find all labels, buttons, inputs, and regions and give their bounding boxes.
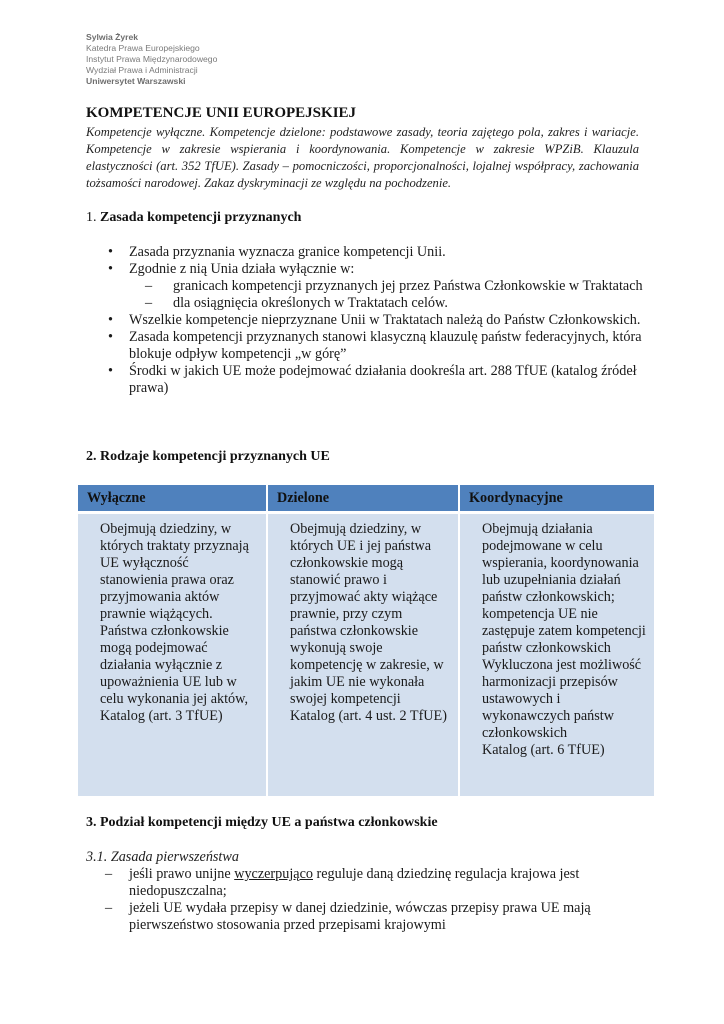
section-1-heading — [86, 210, 301, 226]
competences-table — [78, 485, 654, 796]
column-header-exclusive: Wyłączne — [78, 485, 268, 514]
sub-list-item-text: granicach kompetencji przyznanych jej przez Państwa Członkowskie w Traktatach — [173, 278, 643, 294]
dash-icon: – — [105, 900, 113, 916]
table-row — [78, 514, 654, 796]
header-line-institute: Instytut Prawa Międzynarodowego — [86, 54, 218, 64]
list-item — [108, 244, 648, 261]
bullet-icon: • — [108, 261, 113, 277]
dash-icon: – — [145, 278, 153, 294]
list-item — [108, 261, 648, 278]
column-header-shared: Dzielone — [268, 485, 460, 514]
bullet-icon: • — [108, 244, 113, 260]
section-3-heading: 3. Podział kompetencji między UE a państwa członkowskie — [86, 815, 438, 830]
list-item-text: jeżeli UE wydała przepisy w danej dziedzinie, wówczas przepisy prawa UE mają pierwszeństwo stosowania przed przepisami krajowymi — [129, 900, 591, 933]
list-item-text-after: reguluje daną dziedzinę regulacja krajowa jest niedopuszczalna; — [129, 866, 580, 899]
header-university: Uniwersytet Warszawski — [86, 76, 186, 86]
list-item — [105, 866, 635, 900]
bullet-icon: • — [108, 329, 113, 345]
cell-exclusive: Obejmują dziedziny, w których traktaty przyznają UE wyłączność stanowienia prawa oraz przyjmowania aktów prawnie wiążących. Państwa członkowskie mogą podejmować działania wyłącznie z upoważnienia UE lub w celu wykonania jej aktów, Katalog (art. 3 TfUE) — [78, 514, 268, 796]
sub-list-item — [108, 278, 648, 295]
intro-paragraph: Kompetencje wyłączne. Kompetencje dzielone: podstawowe zasady, teoria zajętego pola, zakres i wariacje. Kompetencje w zakresie wspierania i koordynowania. Kompetencje w zakresie WPZiB. Klauzula elastyczności (art. 352 TfUE). Zasady – pomocniczości, proporcjonalności, lojalnej współpracy, zachowania tożsamości narodowej. Zakaz dyskryminacji ze względu na pochodzenie. — [86, 125, 639, 190]
section-1-number: 1. — [86, 210, 97, 225]
list-item-text: Zgodnie z nią Unia działa wyłącznie w: — [129, 261, 355, 277]
sub-list-item-text: dla osiągnięcia określonych w Traktatach celów. — [173, 295, 448, 311]
document-title: KOMPETENCJE UNII EUROPEJSKIEJ — [86, 105, 357, 121]
list-item — [108, 312, 648, 329]
list-item-text: Zasada kompetencji przyznanych stanowi klasyczną klauzulę państw federacyjnych, która blokuje odpływ kompetencji „w górę” — [129, 329, 642, 362]
list-item — [108, 329, 648, 363]
section-3-list — [105, 866, 635, 934]
section-3-1-subheading: 3.1. Zasada pierwszeństwa — [86, 849, 239, 865]
table-header-row — [78, 485, 654, 514]
header-line-department: Katedra Prawa Europejskiego — [86, 43, 200, 53]
bullet-icon: • — [108, 363, 113, 379]
cell-coordinating: Obejmują działania podejmowane w celu wspierania, koordynowania lub uzupełniania działań państw członkowskich; kompetencja UE nie zastępuje zatem kompetencji państw członkowskich Wykluczona jest możliwość harmonizacji przepisów ustawowych i wykonawczych państw członkowskich Katalog (art. 6 TfUE) — [460, 514, 654, 796]
section-1-title: Zasada kompetencji przyznanych — [100, 210, 302, 225]
section-1-list — [108, 244, 648, 397]
underlined-word: wyczerpująco — [234, 866, 313, 882]
author-header — [86, 32, 217, 87]
list-item-text-before: jeśli prawo unijne — [129, 866, 235, 882]
section-2-heading: 2. Rodzaje kompetencji przyznanych UE — [86, 449, 330, 464]
list-item-text: Środki w jakich UE może podejmować działania dookreśla art. 288 TfUE (katalog źródeł prawa) — [129, 363, 637, 396]
sub-list-item — [108, 295, 648, 312]
list-item — [108, 363, 648, 397]
dash-icon: – — [105, 866, 113, 882]
author-name: Sylwia Żyrek — [86, 32, 139, 42]
column-header-coordinating: Koordynacyjne — [460, 485, 654, 514]
list-item-text: Zasada przyznania wyznacza granice kompetencji Unii. — [129, 244, 446, 260]
header-line-faculty: Wydział Prawa i Administracji — [86, 65, 198, 75]
list-item — [105, 900, 635, 934]
dash-icon: – — [145, 295, 153, 311]
list-item-text: Wszelkie kompetencje nieprzyznane Unii w Traktatach należą do Państw Członkowskich. — [129, 312, 641, 328]
cell-shared: Obejmują dziedziny, w których UE i jej państwa członkowskie mogą stanowić prawo i przyjmować akty wiążące prawnie, przy czym państwa członkowskie wykonują swoje kompetencję w zakresie, w jakim UE nie wykonała swojej kompetencji Katalog (art. 4 ust. 2 TfUE) — [268, 514, 460, 796]
bullet-icon: • — [108, 312, 113, 328]
